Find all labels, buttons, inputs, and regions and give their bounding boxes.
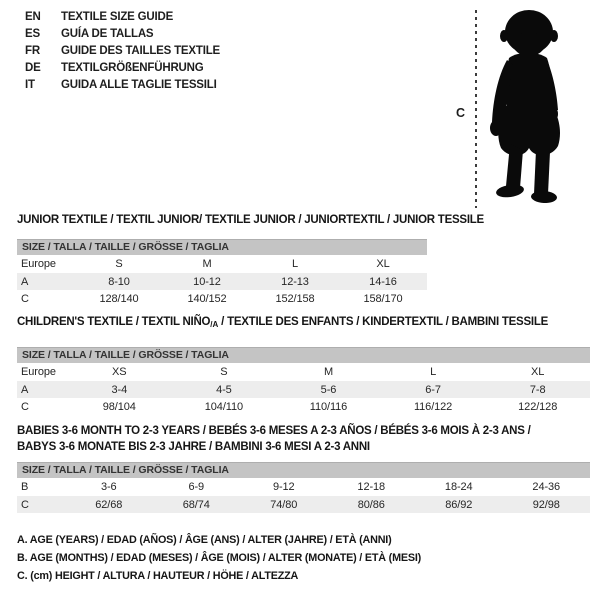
language-row-en: [25, 8, 220, 25]
language-title: TEXTILE SIZE GUIDE: [61, 10, 174, 23]
height-cell: 80/86: [357, 498, 385, 511]
section-title-children: [17, 316, 548, 329]
row-label: A: [21, 383, 29, 396]
junior-table-block: [17, 239, 427, 307]
language-title: GUÍA DE TALLAS: [61, 27, 154, 40]
junior-size-table: [17, 255, 427, 307]
language-row-de: [25, 59, 220, 76]
language-title: GUIDE DES TAILLES TEXTILE: [61, 44, 220, 57]
baby-silhouette-icon: [482, 8, 577, 203]
table-row-europe: [17, 255, 427, 273]
age-cell: 10-12: [193, 275, 221, 288]
age-cell: 8-10: [108, 275, 130, 288]
height-cell: 128/140: [99, 292, 139, 305]
row-label: C: [21, 400, 29, 413]
language-row-it: [25, 76, 220, 93]
height-cell: 152/158: [275, 292, 315, 305]
language-title-list: [25, 8, 220, 93]
row-label: A: [21, 275, 29, 288]
height-cell: 122/128: [518, 400, 558, 413]
table-row-age: [17, 273, 427, 290]
table-row-age-months: [17, 478, 590, 496]
babies-size-table: [17, 478, 590, 513]
row-label: Europe: [21, 366, 56, 378]
section-title-babies: [17, 423, 531, 455]
age-cell: 3-6: [100, 481, 117, 493]
language-title: TEXTILGRÖßENFÜHRUNG: [61, 61, 204, 74]
size-cell: XL: [531, 366, 545, 378]
language-code: FR: [25, 44, 40, 57]
age-cell: 3-4: [111, 383, 128, 396]
size-cell: XS: [112, 366, 127, 378]
title-line: BABIES 3-6 MONTH TO 2-3 YEARS / BEBÉS 3-6 MESES A 2-3 AÑOS / BÉBÉS 3-6 MOIS À 2-3 ANS /: [17, 425, 531, 437]
row-label: C: [21, 498, 29, 511]
age-cell: 9-12: [272, 481, 295, 493]
table-row-height: [17, 290, 427, 307]
children-table-block: [17, 347, 590, 415]
legend-line-a: A. AGE (YEARS) / EDAD (AÑOS) / ÂGE (ANS) / ALTER (JAHRE) / ETÀ (ANNI): [17, 534, 392, 546]
children-size-table: [17, 363, 590, 415]
size-header-bar: SIZE / TALLA / TAILLE / GRÖSSE / TAGLIA: [17, 239, 427, 255]
legend-line-c: C. (cm) HEIGHT / ALTURA / HAUTEUR / HÖHE / ALTEZZA: [17, 570, 299, 582]
age-cell: 7-8: [529, 383, 546, 396]
height-cell: 74/80: [270, 498, 298, 511]
language-code: IT: [25, 78, 35, 91]
height-cell: 158/170: [363, 292, 403, 305]
language-title: GUIDA ALLE TAGLIE TESSILI: [61, 78, 217, 91]
height-measure-label: C: [456, 106, 466, 120]
age-cell: 6-7: [425, 383, 441, 396]
size-cell: S: [220, 366, 228, 378]
height-cell: 116/122: [413, 400, 453, 413]
age-cell: 5-6: [320, 383, 337, 396]
table-row-age: [17, 381, 590, 398]
height-cell: 110/116: [309, 400, 348, 413]
table-row-height: [17, 398, 590, 415]
height-cell: 68/74: [182, 498, 210, 511]
size-cell: M: [202, 258, 212, 270]
title-line: BABYS 3-6 MONATE BIS 2-3 JAHRE / BAMBINI 3-6 MESI A 2-3 ANNI: [17, 441, 370, 453]
height-cell: 62/68: [95, 498, 123, 511]
size-cell: M: [323, 366, 334, 378]
size-cell: L: [430, 366, 437, 378]
row-label: C: [21, 292, 29, 305]
size-header-bar: SIZE / TALLA / TAILLE / GRÖSSE / TAGLIA: [17, 462, 590, 478]
size-cell: L: [291, 258, 299, 270]
height-cell: 86/92: [445, 498, 473, 511]
babies-table-block: [17, 462, 590, 513]
language-row-es: [25, 25, 220, 42]
table-row-europe: [17, 363, 590, 381]
height-cell: 92/98: [532, 498, 560, 511]
row-label: B: [21, 481, 29, 493]
legend-line-b: B. AGE (MONTHS) / EDAD (MESES) / ÂGE (MOIS) / ALTER (MONATE) / ETÀ (MESI): [17, 552, 422, 564]
language-code: DE: [25, 61, 41, 74]
height-cell: 104/110: [204, 400, 244, 413]
age-cell: 12-13: [281, 275, 309, 288]
age-cell: 12-18: [357, 481, 386, 493]
height-dotted-line: [475, 10, 477, 208]
size-cell: XL: [376, 258, 390, 270]
age-cell: 4-5: [216, 383, 232, 396]
language-code: ES: [25, 27, 40, 40]
age-cell: 6-9: [188, 481, 205, 493]
language-row-fr: [25, 42, 220, 59]
section-title-junior: JUNIOR TEXTILE / TEXTIL JUNIOR/ TEXTILE JUNIOR / JUNIORTEXTIL / JUNIOR TESSILE: [17, 214, 484, 226]
height-cell: 140/152: [187, 292, 227, 305]
age-cell: 24-36: [532, 481, 561, 493]
language-code: EN: [25, 10, 41, 23]
row-label: Europe: [21, 258, 56, 270]
age-cell: 14-16: [369, 275, 397, 288]
age-cell: 18-24: [444, 481, 473, 493]
size-header-bar: SIZE / TALLA / TAILLE / GRÖSSE / TAGLIA: [17, 347, 590, 363]
height-cell: 98/104: [102, 400, 136, 413]
title-text: / TEXTILE DES ENFANTS / KINDERTEXTIL / BAMBINI TESSILE: [218, 316, 549, 328]
measurement-legend: [17, 531, 421, 585]
title-subscript: /A: [210, 320, 219, 329]
table-row-height: [17, 496, 590, 513]
title-text: CHILDREN'S TEXTILE / TEXTIL NIÑO: [17, 316, 211, 328]
size-cell: S: [115, 258, 123, 270]
